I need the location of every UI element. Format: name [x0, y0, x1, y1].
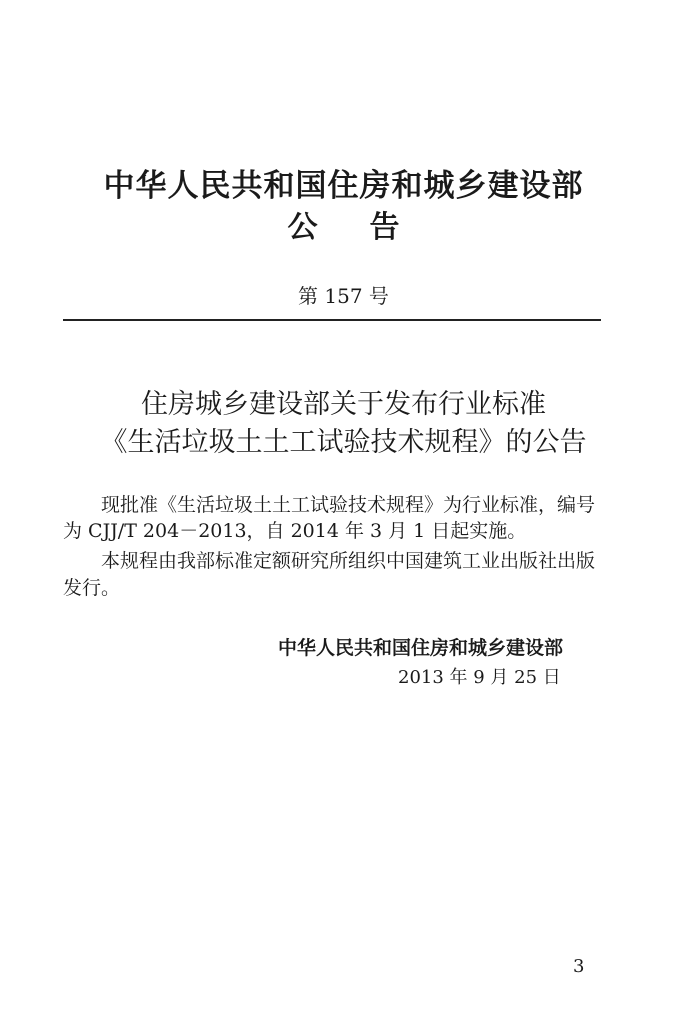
ministry-name: 中华人民共和国住房和城乡建设部 [103, 168, 584, 204]
notice-label: 公告 [287, 210, 452, 245]
announcement-title-line-1: 住房城乡建设部关于发布行业标准 [141, 389, 546, 420]
signature-organization: 中华人民共和国住房和城乡建设部 [278, 637, 564, 659]
page-number: 3 [573, 956, 585, 977]
announcement-number: 第 157 号 [298, 284, 389, 308]
body-paragraph-1-line-2: 为 CJJ/T 204－2013，自 2014 年 3 月 1 日起实施。 [63, 520, 527, 542]
body-paragraph-1-line-1: 现批准《生活垃圾土土工试验技术规程》为行业标准，编号 [101, 494, 596, 516]
signature-date: 2013 年 9 月 25 日 [398, 667, 561, 688]
body-paragraph-2-line-2: 发行。 [63, 577, 121, 599]
header-divider [63, 319, 601, 321]
announcement-title-line-2: 《生活垃圾土土工试验技术规程》的公告 [100, 427, 587, 458]
body-paragraph-2-line-1: 本规程由我部标准定额研究所组织中国建筑工业出版社出版 [101, 550, 596, 572]
